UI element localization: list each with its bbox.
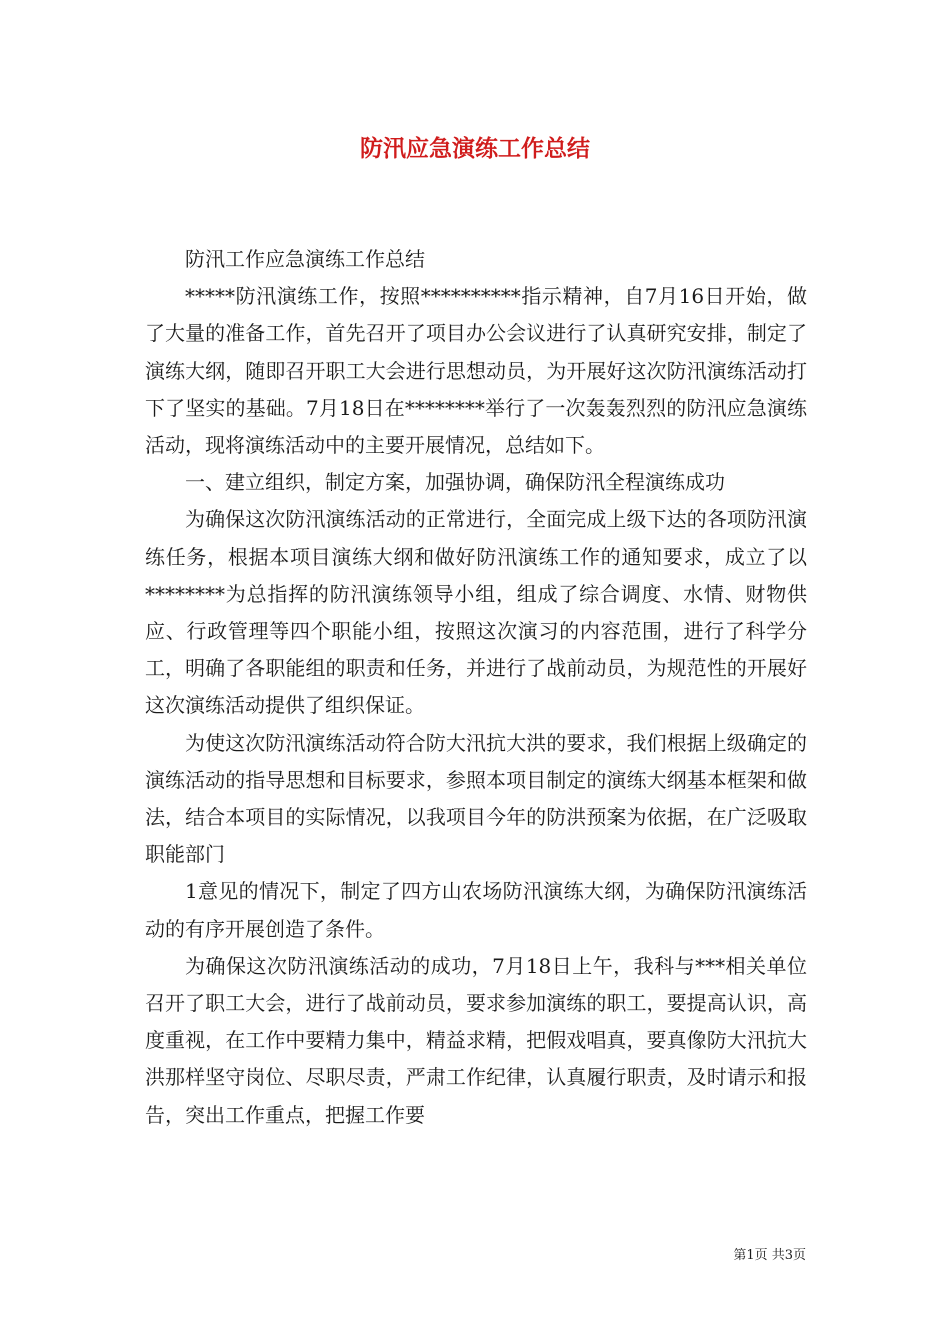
- paragraph: *****防汛演练工作，按照**********指示精神，自7月16日开始，做了大量的准备工作，首先召开了项目办公会议进行了认真研究安排，制定了演练大纲，随即召开职工大会进行思想动员，为开展好这次防汛演练活动打下了坚实的基础。7月18日在********举行了一次轰轰烈烈的防汛应急演练活动，现将演练活动中的主要开展情况，总结如下。: [145, 284, 807, 458]
- document-subtitle: 防汛工作应急演练工作总结: [185, 247, 425, 271]
- document-body: [145, 241, 807, 1134]
- paragraph: 1意见的情况下，制定了四方山农场防汛演练大纲，为确保防汛演练活动的有序开展创造了条件。: [145, 879, 807, 941]
- page-footer: 第1页 共3页: [733, 1248, 806, 1263]
- document-title: 防汛应急演练工作总结: [360, 135, 590, 162]
- paragraph: 为确保这次防汛演练活动的正常进行，全面完成上级下达的各项防汛演练任务，根据本项目演练大纲和做好防汛演练工作的通知要求，成立了以********为总指挥的防汛演练领导小组，组成了综合调度、水情、财物供应、行政管理等四个职能小组，按照这次演习的内容范围，进行了科学分工，明确了各职能组的职责和任务，并进行了战前动员，为规范性的开展好这次演练活动提供了组织保证。: [145, 507, 807, 718]
- paragraph: 为确保这次防汛演练活动的成功，7月18日上午，我科与***相关单位召开了职工大会，进行了战前动员，要求参加演练的职工，要提高认识，高度重视，在工作中要精力集中，精益求精，把假戏唱真，要真像防大汛抗大洪那样坚守岗位、尽职尽责，严肃工作纪律，认真履行职责，及时请示和报告，突出工作重点，把握工作要: [145, 953, 807, 1127]
- section-heading: 一、建立组织，制定方案，加强协调，确保防汛全程演练成功: [185, 470, 725, 495]
- paragraph: 为使这次防汛演练活动符合防大汛抗大洪的要求，我们根据上级确定的演练活动的指导思想和目标要求，参照本项目制定的演练大纲基本框架和做法，结合本项目的实际情况，以我项目今年的防洪预案为依据，在广泛吸取职能部门: [145, 730, 807, 867]
